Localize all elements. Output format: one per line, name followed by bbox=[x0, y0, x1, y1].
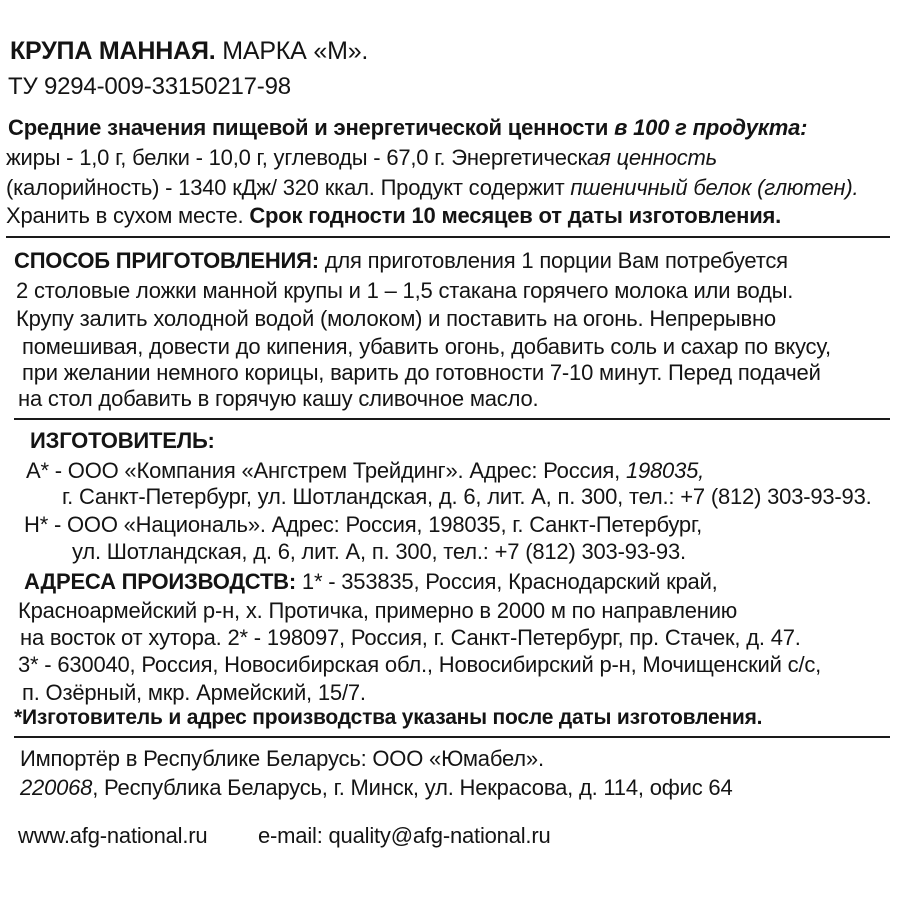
preparation-text: для приготовления 1 порции Вам потребуется bbox=[318, 248, 788, 273]
nutrition-values-end: ая ценность bbox=[586, 145, 718, 170]
website-link[interactable]: www.afg-national.ru bbox=[18, 823, 208, 848]
product-name: КРУПА МАННАЯ. bbox=[10, 37, 216, 65]
preparation-line-2: 2 столовые ложки манной крупы и 1 – 1,5 стакана горячего молока или воды. bbox=[16, 278, 794, 303]
importer-postcode: 220068 bbox=[20, 775, 93, 800]
production-line-1 bbox=[24, 569, 718, 595]
manufacturer-a-line-1 bbox=[26, 458, 704, 484]
manufacturer-h-line-2: ул. Шотландская, д. 6, лит. А, п. 300, тел.: +7 (812) 303-93-93. bbox=[72, 539, 686, 564]
product-brand: МАРКА «М». bbox=[222, 37, 369, 65]
production-line-2: Красноармейский р-н, х. Протичка, примерно в 2000 м по направлению bbox=[18, 598, 738, 623]
production-address-1: 1* - 353835, Россия, Краснодарский край, bbox=[296, 569, 718, 594]
preparation-line-4: помешивая, довести до кипения, убавить огонь, добавить соль и сахар по вкусу, bbox=[22, 334, 831, 359]
nutrition-line-2 bbox=[6, 175, 858, 201]
product-standard: ТУ 9294-009-33150217-98 bbox=[8, 73, 291, 100]
gluten-text: пшеничный белок (глютен). bbox=[570, 175, 859, 200]
preparation-line-5: при желании немного корицы, варить до готовности 7-10 минут. Перед подачей bbox=[22, 360, 821, 385]
preparation-line-3: Крупу залить холодной водой (молоком) и поставить на огонь. Непрерывно bbox=[16, 306, 776, 331]
nutrition-heading bbox=[8, 115, 807, 141]
production-line-4: 3* - 630040, Россия, Новосибирская обл., Новосибирский р-н, Мочищенский с/с, bbox=[18, 652, 822, 677]
preparation-line-1 bbox=[14, 248, 788, 274]
shelf-life-text: Срок годности 10 месяцев от даты изготовления. bbox=[243, 203, 782, 228]
importer-line-2 bbox=[20, 775, 733, 801]
divider bbox=[14, 418, 890, 420]
nutrition-values: жиры - 1,0 г, белки - 10,0 г, углеводы - 67,0 г. Энергетическ bbox=[6, 145, 587, 170]
manufacturer-a-line-2: г. Санкт-Петербург, ул. Шотландская, д. 6, лит. А, п. 300, тел.: +7 (812) 303-93-93. bbox=[62, 484, 872, 509]
production-line-3: на восток от хутора. 2* - 198097, Россия, г. Санкт-Петербург, пр. Стачек, д. 47. bbox=[20, 625, 801, 650]
preparation-title: СПОСОБ ПРИГОТОВЛЕНИЯ: bbox=[14, 248, 319, 273]
divider bbox=[14, 736, 890, 738]
manufacturer-title: ИЗГОТОВИТЕЛЬ: bbox=[30, 428, 215, 453]
storage-text: Хранить в сухом месте. bbox=[6, 203, 244, 228]
divider bbox=[6, 236, 890, 238]
production-note: *Изготовитель и адрес производства указаны после даты изготовления. bbox=[14, 706, 763, 729]
nutrition-heading-per: в 100 г продукта: bbox=[614, 115, 808, 140]
nutrition-line-3 bbox=[6, 203, 781, 229]
product-title bbox=[10, 38, 368, 64]
importer-address: , Республика Беларусь, г. Минск, ул. Некрасова, д. 114, офис 64 bbox=[92, 775, 733, 800]
manufacturer-a-text: А* - ООО «Компания «Ангстрем Трейдинг». Адрес: Россия, bbox=[26, 458, 626, 483]
production-title: АДРЕСА ПРОИЗВОДСТВ: bbox=[24, 569, 296, 594]
manufacturer-h-line-1: Н* - ООО «Националь». Адрес: Россия, 198035, г. Санкт-Петербург, bbox=[24, 512, 703, 537]
email-link[interactable]: e-mail: quality@afg-national.ru bbox=[258, 823, 551, 848]
production-line-5: п. Озёрный, мкр. Армейский, 15/7. bbox=[22, 680, 366, 705]
calorie-text: (калорийность) - 1340 кДж/ 320 ккал. Продукт содержит bbox=[6, 175, 571, 200]
manufacturer-a-postcode: 198035, bbox=[625, 458, 705, 483]
nutrition-line-1 bbox=[6, 145, 717, 171]
preparation-line-6: на стол добавить в горячую кашу сливочное масло. bbox=[18, 386, 539, 411]
importer-line-1: Импортёр в Республике Беларусь: ООО «Юмабел». bbox=[20, 746, 544, 771]
nutrition-heading-text: Средние значения пищевой и энергетической ценности bbox=[8, 115, 609, 140]
